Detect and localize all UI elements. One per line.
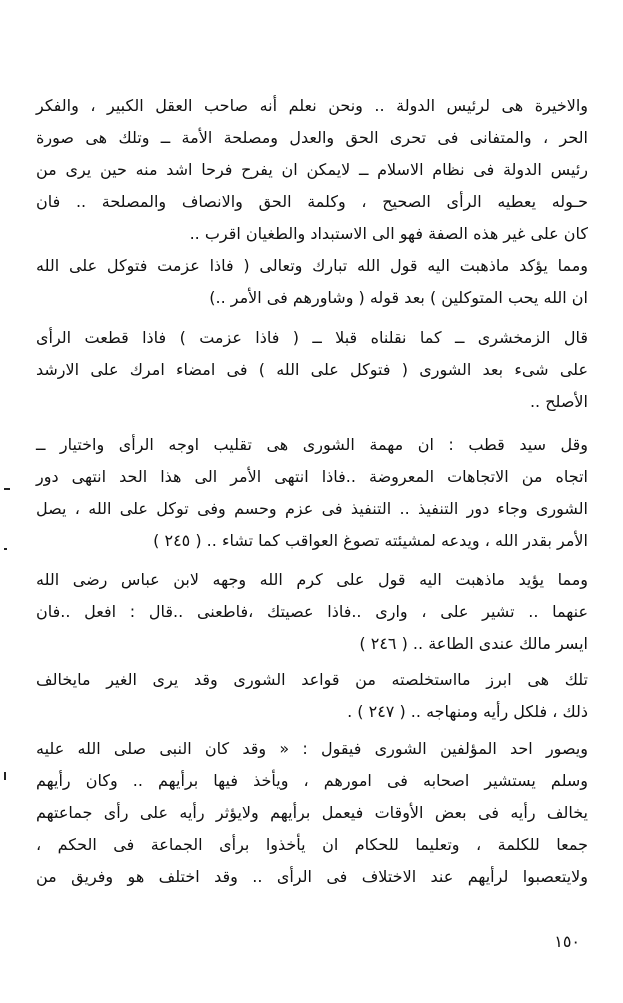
- margin-mark: [4, 488, 10, 490]
- paragraph-1: [36, 90, 588, 250]
- text-line: ايسر مالك عندى الطاعة .. ( ٢٤٦ ): [359, 634, 588, 653]
- text-line: ان الله يحب المتوكلين ) بعد قوله ( وشاورهم فى الأمر ..): [209, 288, 588, 307]
- text-line: عنهما .. تشير على ، وارى ..فاذا عصيتك ،فاطعنى ..قال : افعل ..فان: [36, 602, 588, 621]
- text-line: على شىء بعد الشورى ( فتوكل على الله ) فى امضاء امرك على الارشد: [36, 360, 588, 379]
- text-line: تلك هى ابرز مااستخلصته من قواعد الشورى وقد يرى الغير مايخالف: [36, 670, 588, 689]
- text-line: ومما يؤكد ماذهبت اليه قول الله تبارك وتعالى ( فاذا عزمت فتوكل على الله: [36, 256, 588, 275]
- text-line: ويصور احد المؤلفين الشورى فيقول : « وقد كان النبى صلى الله عليه: [36, 739, 588, 758]
- text-line: الأمر بقدر الله ، ويدعه لمشيئته تصوغ العواقب كما تشاء .. ( ٢٤٥ ): [153, 531, 588, 550]
- margin-mark: [4, 772, 6, 780]
- paragraph-5: [36, 564, 588, 660]
- paragraph-3: [36, 322, 588, 418]
- text-line: يخالف رأيه فى بعض الأوقات فيعمل برأيهم ولايؤثر رأيه على رأى جماعتهم: [36, 803, 588, 822]
- text-line: رئيس الدولة فى نظام الاسلام ــ لايمكن ان يفرح فرحا اشد منه حين يرى من: [36, 160, 588, 179]
- text-line: والاخيرة هى لرئيس الدولة .. ونحن نعلم أنه صاحب العقل الكبير ، والفكر: [36, 96, 588, 115]
- page-number: ١٥٠: [554, 932, 580, 951]
- text-line: ذلك ، فلكل رأيه ومنهاجه .. ( ٢٤٧ ) .: [347, 702, 588, 721]
- text-line: الحر ، والمتفانى فى تحرى الحق والعدل ومصلحة الأمة ــ وتلك هى صورة: [36, 128, 588, 147]
- paragraph-2: [36, 250, 588, 314]
- paragraph-4: [36, 429, 588, 557]
- text-line: جمعا للكلمة ، وتعليما للحكام ان يأخذوا برأى الجماعة فى الحكم ،: [36, 835, 588, 854]
- text-line: حـوله يعطيه الرأى الصحيح ، وكلمة الحق والانصاف والمصلحة .. فان: [36, 192, 588, 211]
- text-line: وسلم يستشير اصحابه فى امورهم ، ويأخذ فيها برأيهم .. وكان رأيهم: [36, 771, 588, 790]
- text-line: اتجاه من الاتجاهات المعروضة ..فاذا انتهى الأمر الى هذا الحد انتهى دور: [36, 467, 588, 486]
- paragraph-7: [36, 733, 588, 893]
- text-line: وقل سيد قطب : ان مهمة الشورى هى تقليب اوجه الرأى واختيار ــ: [36, 435, 588, 454]
- text-line: الأصلح ..: [529, 392, 588, 411]
- text-line: الشورى وجاء دور التنفيذ .. التنفيذ فى عزم وحسم وفى توكل على الله ، يصل: [36, 499, 588, 518]
- text-line: قال الزمخشرى ــ كما نقلناه قبلا ــ ( فاذا عزمت ) فاذا قطعت الرأى: [36, 328, 588, 347]
- margin-mark: [4, 548, 7, 550]
- text-line: ومما يؤيد ماذهبت اليه قول على كرم الله وجهه لابن عباس رضى الله: [36, 570, 588, 589]
- text-line: كان على غير هذه الصفة فهو الى الاستبداد والطغيان اقرب ..: [189, 224, 588, 243]
- text-line: ولايتعصبوا لرأيهم عند الاختلاف فى الرأى .. وقد اختلف هو وفريق من: [36, 867, 588, 886]
- paragraph-6: [36, 664, 588, 728]
